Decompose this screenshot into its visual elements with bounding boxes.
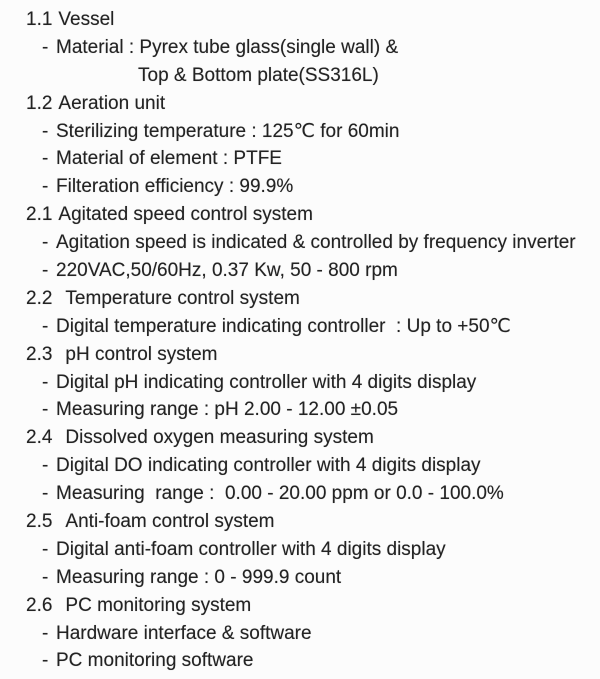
section-number: 2.4 [26,427,53,449]
section-number: 2.6 [26,594,53,616]
bullet-dash-icon: - [42,650,49,672]
spec-text: Material of element : PTFE [56,148,282,170]
bullet-dash-icon: - [42,622,49,644]
section-title: Aeration unit [58,92,166,114]
spec-item [0,480,600,508]
section-number: 1.1 [26,8,53,30]
section-heading [0,508,600,536]
section-heading [0,285,600,313]
section-title: Anti-foam control system [65,510,275,532]
spec-text: Hardware interface & software [56,622,312,644]
spec-item [0,396,600,424]
section-title: Agitated speed control system [58,204,313,226]
bullet-dash-icon: - [42,36,49,58]
spec-text: 220VAC,50/60Hz, 0.37 Kw, 50 - 800 rpm [56,259,398,281]
spec-text: PC monitoring software [56,650,254,672]
spec-text: Digital temperature indicating controller : Up to +50℃ [56,316,511,338]
section-number: 2.3 [26,343,53,365]
spec-item [0,647,600,675]
bullet-dash-icon: - [42,538,49,560]
section-heading [0,592,600,620]
spec-item [0,369,600,397]
section-title: Temperature control system [65,287,300,309]
spec-text: Measuring range : 0 - 999.9 count [56,566,342,588]
spec-item [0,145,600,173]
section-title: Vessel [58,8,115,30]
section-number: 2.1 [26,204,53,226]
section-heading [0,90,600,118]
spec-text: Top & Bottom plate(SS316L) [138,64,379,86]
bullet-dash-icon: - [42,399,49,421]
spec-text: Measuring range : pH 2.00 - 12.00 ±0.05 [56,399,399,421]
section-heading [0,201,600,229]
spec-text: Filteration efficiency : 99.9% [56,176,294,198]
spec-item [0,118,600,146]
spec-item [0,620,600,648]
bullet-dash-icon: - [42,176,49,198]
spec-text: Material : Pyrex tube glass(single wall) & [56,36,399,58]
section-number: 2.5 [26,510,53,532]
section-heading [0,6,600,34]
section-title: pH control system [65,343,218,365]
spec-item [0,313,600,341]
spec-item [0,173,600,201]
bullet-dash-icon: - [42,259,49,281]
spec-text: Measuring range : 0.00 - 20.00 ppm or 0.0 - 100.0% [56,483,504,505]
bullet-dash-icon: - [42,566,49,588]
bullet-dash-icon: - [42,483,49,505]
spec-item-continuation [0,62,600,90]
section-title: PC monitoring system [65,594,252,616]
bullet-dash-icon: - [42,232,49,254]
spec-item [0,229,600,257]
spec-item [0,536,600,564]
bullet-dash-icon: - [42,120,49,142]
bullet-dash-icon: - [42,148,49,170]
spec-item [0,34,600,62]
section-heading [0,341,600,369]
spec-item [0,564,600,592]
spec-item [0,257,600,285]
spec-text: Agitation speed is indicated & controlled by frequency inverter [56,232,576,254]
section-number: 2.2 [26,287,53,309]
bullet-dash-icon: - [42,315,49,337]
section-title: Dissolved oxygen measuring system [65,427,374,449]
spec-text: Digital DO indicating controller with 4 digits display [56,455,481,477]
section-heading [0,424,600,452]
spec-text: Sterilizing temperature : 125℃ for 60min [56,121,400,142]
spec-text: Digital pH indicating controller with 4 digits display [56,371,477,393]
spec-text: Digital anti-foam controller with 4 digits display [56,538,446,560]
bullet-dash-icon: - [42,371,49,393]
spec-item [0,452,600,480]
bullet-dash-icon: - [42,455,49,477]
section-number: 1.2 [26,92,53,114]
